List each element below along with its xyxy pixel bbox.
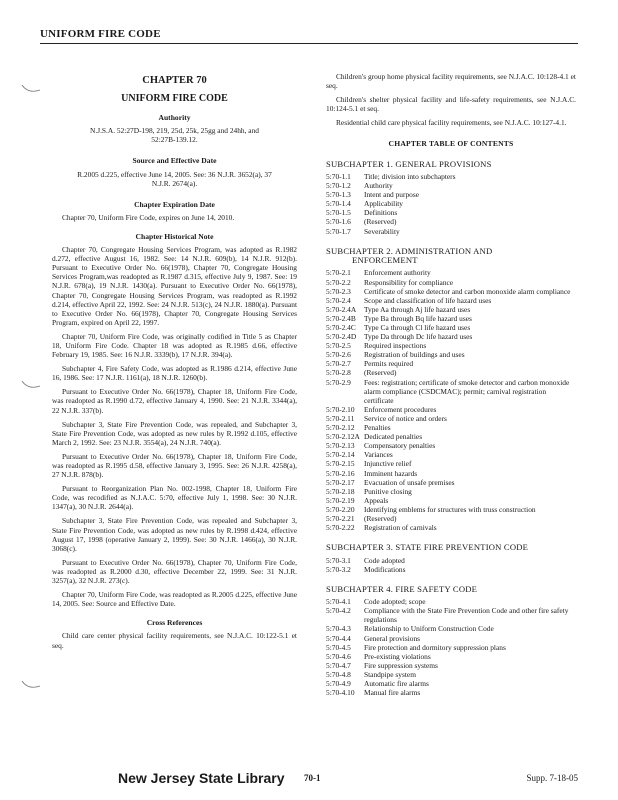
section-number: 5:70-1.7: [326, 226, 351, 236]
section-title: Evacuation of unsafe premises: [364, 477, 455, 487]
toc-entry: [326, 514, 576, 523]
history-paragraph: Pursuant to Reorganization Plan No. 002-1998, Chapter 18, Uniform Fire Code, was recodified as N.J.A.C. 5:70, effective July 1, 1998. See: 30 N.J.R. 1347(a), 30 N.J.R. 2644(a).: [52, 484, 297, 512]
page-footer: [40, 770, 578, 790]
history-heading: Chapter Historical Note: [135, 231, 214, 241]
toc-entry: [326, 217, 576, 226]
section-number: 5:70-3.1: [326, 555, 351, 565]
history-paragraph: Chapter 70, Uniform Fire Code, was readopted as R.2005 d.225, effective June 14, 2005. See: Source and Effective Date.: [52, 590, 297, 609]
toc-entry: [326, 688, 576, 697]
section-number: 5:70-4.9: [326, 679, 351, 688]
toc-entry: [326, 423, 576, 432]
crossref-item: Children's shelter physical facility and life-safety requirements, see N.J.A.C. 10:124-5.1 et seq.: [326, 95, 576, 114]
running-header: UNIFORM FIRE CODE: [40, 28, 578, 44]
section-title: Intent and purpose: [364, 190, 420, 200]
section-title: Appeals: [364, 495, 389, 505]
section-title: Penalties: [364, 423, 391, 433]
toc-entry: [326, 634, 576, 643]
toc-entry: [326, 199, 576, 208]
toc-entry: [326, 190, 576, 199]
subchapter-heading: [326, 543, 576, 552]
section-title: Fire suppression systems: [364, 660, 438, 670]
section-title: Modifications: [364, 564, 406, 574]
binding-mark-middle: [20, 378, 44, 392]
section-number: 5:70-2.10: [326, 404, 355, 414]
toc-entry: [326, 556, 576, 565]
toc-entry: [326, 661, 576, 670]
section-number: 5:70-4.3: [326, 624, 351, 634]
crossref-item: Children's group home physical facility requirements, see N.J.A.C. 10:128-4.1 et seq.: [326, 72, 576, 91]
history-paragraph: Chapter 70, Uniform Fire Code, was originally codified in Title 5 as Chapter 18, Uniform Fire Code. Chapter 18 was adopted as R.1985 d.66, effective February 19, 1985. See: 16 N.J.R. 3339(b), 17 N.J.R. 394(a).: [52, 331, 297, 360]
toc-entry: [326, 643, 576, 652]
section-number: 5:70-4.6: [326, 651, 351, 661]
toc-entry: [326, 441, 576, 450]
section-title: Compliance with the State Fire Prevention Code and other fire safety regulations: [364, 606, 569, 625]
section-number: 5:70-2.7: [326, 359, 351, 369]
section-title: Registration of carnivals: [364, 523, 437, 533]
section-title: Punitive closing: [364, 486, 412, 496]
section-number: 5:70-2.6: [326, 350, 351, 360]
toc-entry: [326, 606, 576, 624]
toc-entry: [326, 368, 576, 377]
section-number: 5:70-4.10: [326, 688, 355, 698]
toc-entry: [326, 305, 576, 314]
section-number: 5:70-2.3: [326, 286, 351, 296]
right-column: [326, 72, 576, 697]
section-title: (Reserved): [364, 217, 397, 227]
toc-entry: [326, 341, 576, 350]
toc-entry: [326, 278, 576, 287]
section-title: Type Aa through Aj life hazard uses: [364, 304, 471, 314]
subchapter-title: SUBCHAPTER 1. GENERAL PROVISIONS: [326, 158, 492, 169]
history-paragraph: Pursuant to Executive Order No. 66(1978), Chapter 70, Uniform Fire Code, was readopted as R.2000 d.30, effective December 22, 1999. See: 31 N.J.R. 3257(a), 32 N.J.R. 273(c).: [52, 557, 297, 586]
toc-entry: [326, 414, 576, 423]
history-paragraph: Subchapter 4, Fire Safety Code, was adopted as R.1986 d.214, effective June 16, 1986. See: 17 N.J.R. 1161(a), 18 N.J.R. 1260(b).: [52, 364, 297, 383]
section-number: 5:70-4.8: [326, 669, 351, 679]
section-number: 5:70-1.4: [326, 199, 351, 209]
toc-entry: [326, 268, 576, 277]
section-number: 5:70-3.2: [326, 564, 351, 574]
toc-entry: [326, 350, 576, 359]
section-title: Injunctive relief: [364, 459, 412, 469]
page-number: 70-1: [304, 773, 321, 783]
toc-entry: [326, 450, 576, 459]
toc-entry: [326, 523, 576, 532]
toc-entry: [326, 624, 576, 633]
section-title: Fire protection and dormitory suppression plans: [364, 642, 506, 652]
section-number: 5:70-2.14: [326, 450, 355, 460]
subchapter-heading: [326, 585, 576, 594]
toc-entry: [326, 314, 576, 323]
section-title: General provisions: [364, 633, 421, 643]
section-title: (Reserved): [364, 368, 397, 378]
history-paragraph: Subchapter 3, State Fire Prevention Code, was repealed, and Subchapter 3, State Fire Prevention Code, was adopted as new rules by R.1992 d.105, effective March 2, 1992. See: 23 N.J.R. 3554(a), 24 N.J.R. 740(a).: [52, 419, 297, 447]
toc-entry: [326, 208, 576, 217]
section-title: Responsibility for compliance: [364, 277, 454, 287]
history-paragraph: Pursuant to Executive Order No. 66(1978), Chapter 18, Uniform Fire Code, was readopted as R.1995 d.58, effective January 3, 1995. See: 26 N.J.R. 4258(a), 27 N.J.R. 878(b).: [52, 451, 297, 480]
source-heading: Source and Effective Date: [132, 156, 217, 166]
section-number: 5:70-2.4C: [326, 323, 356, 332]
toc-entry: [326, 172, 576, 181]
section-number: 5:70-2.18: [326, 486, 355, 496]
section-number: 5:70-2.4: [326, 295, 351, 305]
section-number: 5:70-2.2: [326, 277, 351, 287]
subchapter-heading: [326, 160, 576, 169]
table-of-contents: [326, 160, 576, 698]
section-number: 5:70-2.12: [326, 423, 355, 433]
binding-mark-bottom: [20, 678, 44, 692]
section-title: Scope and classification of life hazard uses: [364, 295, 492, 305]
subchapter-title: SUBCHAPTER 2. ADMINISTRATION AND: [326, 245, 493, 256]
toc-entry: [326, 597, 576, 606]
authority-heading: Authority: [158, 113, 191, 123]
section-number: 5:70-2.9: [326, 377, 351, 387]
section-number: 5:70-4.1: [326, 597, 351, 607]
section-number: 5:70-1.3: [326, 190, 351, 200]
section-title: Enforcement authority: [364, 268, 431, 278]
section-title: Required inspections: [364, 341, 427, 351]
section-number: 5:70-2.15: [326, 459, 355, 469]
subchapter-heading: [326, 247, 576, 266]
section-title: Standpipe system: [364, 669, 416, 679]
section-number: 5:70-2.19: [326, 495, 355, 505]
section-title: Automatic fire alarms: [364, 679, 429, 688]
section-title: Applicability: [364, 199, 403, 209]
subchapter-title: SUBCHAPTER 4. FIRE SAFETY CODE: [326, 583, 478, 594]
toc-entry: [326, 378, 576, 405]
section-number: 5:70-4.2: [326, 606, 351, 616]
toc-entry: [326, 565, 576, 574]
library-watermark: New Jersey State Library: [118, 770, 285, 786]
section-number: 5:70-2.17: [326, 477, 355, 487]
section-number: 5:70-2.4A: [326, 304, 357, 314]
crossref-item: Residential child care physical facility requirements, see N.J.A.C. 10:127-4.1.: [336, 118, 567, 128]
toc-title: CHAPTER TABLE OF CONTENTS: [388, 139, 514, 149]
section-number: 5:70-4.7: [326, 660, 351, 670]
section-number: 5:70-2.22: [326, 523, 355, 533]
section-title: Compensatory penalties: [364, 441, 436, 451]
section-number: 5:70-2.1: [326, 268, 351, 278]
toc-entry: [326, 459, 576, 468]
section-number: 5:70-2.4B: [326, 313, 356, 323]
toc-entry: [326, 652, 576, 661]
toc-entry: [326, 287, 576, 296]
section-number: 5:70-1.6: [326, 217, 351, 227]
section-number: 5:70-1.2: [326, 181, 351, 191]
section-number: 5:70-2.5: [326, 341, 351, 351]
left-column: [52, 72, 297, 655]
section-number: 5:70-2.11: [326, 413, 355, 423]
toc-entry: [326, 505, 576, 514]
section-title: Severability: [364, 226, 400, 236]
toc-entry: [326, 496, 576, 505]
authority-text: N.J.S.A. 52:27D-198, 219, 25d, 25k, 25gg and 24hh, and 52:27B-139.12.: [90, 126, 259, 145]
section-title: Relationship to Uniform Construction Code: [364, 624, 494, 634]
binding-mark-top: [20, 82, 44, 96]
section-title: Definitions: [364, 208, 398, 218]
toc-entry: [326, 181, 576, 190]
source-text: R.2005 d.225, effective June 14, 2005. See: 36 N.J.R. 3652(a), 37 N.J.R. 2674(a).: [77, 169, 272, 188]
section-title: Identifying emblems for structures with truss construction: [364, 504, 536, 514]
toc-entry: [326, 323, 576, 332]
toc-entry: [326, 227, 576, 236]
chapter-title: UNIFORM FIRE CODE: [121, 93, 228, 105]
history-paragraph: Subchapter 3, State Fire Prevention Code, was repealed and Subchapter 3, State Fire Prevention Code, was adopted as new rules by R.1998 d.424, effective August 17, 1998 (operative January 2, 1999). See: 30 N.J.R. 1466(a), 30 N.J.R. 3068(c).: [52, 516, 297, 553]
toc-entry: [326, 469, 576, 478]
section-title: Certificate of smoke detector and carbon monoxide alarm compliance: [364, 286, 571, 296]
toc-entry: [326, 296, 576, 305]
section-title: Authority: [364, 181, 393, 191]
section-number: 5:70-2.4D: [326, 332, 357, 342]
chapter-number: CHAPTER 70: [142, 75, 207, 86]
section-number: 5:70-2.20: [326, 504, 355, 514]
section-number: 5:70-2.8: [326, 368, 351, 378]
toc-entry: [326, 432, 576, 441]
section-number: 5:70-2.13: [326, 441, 355, 451]
section-title: Variances: [364, 450, 393, 460]
section-title: Type Ba through Bq life hazard uses: [364, 313, 472, 323]
toc-entry: [326, 679, 576, 688]
section-title: Permits required: [364, 359, 414, 369]
section-title: Manual fire alarms: [364, 688, 421, 698]
subchapter-title: SUBCHAPTER 3. STATE FIRE PREVENTION CODE: [326, 542, 529, 553]
history-paragraph: Chapter 70, Congregate Housing Services Program, was adopted as R.1982 d.272, effective August 16, 1982. See: 14 N.J.R. 609(b), 14 N.J.R. 912(b). Pursuant to Executive Order No. 66(1978), Chapter 70, Congregate Housing Services Program,was readopted as R.1987 d.315, effective July 9, 1987. See: 19 N.J.R. 678(a), 19 N.J.R. 1430(a). Pursuant to Executive Order No. 66(1978), Chapter 70, Congregate Housing Services Program, was readopted as R.1992 d.214, effective April 22, 1992. See: 24 N.J.R. 513(c), 24 N.J.R. 1880(a). Pursuant to Executive Order No. 66(1978), Chapter 70, Congregate Housing Services Program, expired on April 22, 1997.: [52, 245, 297, 327]
section-title: Title; division into subchapters: [364, 171, 456, 181]
history-paragraph: Pursuant to Executive Order No. 66(1978), Chapter 18, Uniform Fire Code, was readopted as R.1990 d.72, effective January 4, 1990. See: 21 N.J.R. 3344(a), 22 N.J.R. 337(b).: [52, 387, 297, 415]
section-title: Type Da through Dc life hazard uses: [364, 332, 473, 342]
section-number: 5:70-4.4: [326, 633, 351, 643]
section-title: Imminent hazards: [364, 468, 418, 478]
expiration-text: Chapter 70, Uniform Fire Code, expires on June 14, 2010.: [62, 212, 235, 222]
section-title: Fees: registration; certificate of smoke detector and carbon monoxide alarm compliance (CSDCMAC); permit; carnival registration certificate: [364, 377, 570, 405]
section-number: 5:70-2.12A: [326, 432, 360, 442]
section-number: 5:70-2.16: [326, 468, 355, 478]
toc-entry: [326, 332, 576, 341]
toc-entry: [326, 478, 576, 487]
section-number: 5:70-1.5: [326, 208, 351, 218]
section-title: Dedicated penalties: [364, 432, 423, 442]
section-number: 5:70-4.5: [326, 642, 351, 652]
supplement-date: Supp. 7-18-05: [526, 773, 578, 783]
section-title: Pre-existing violations: [364, 651, 431, 661]
section-title: (Reserved): [364, 513, 397, 523]
subchapter-title-continued: ENFORCEMENT: [352, 255, 418, 266]
section-title: Enforcement procedures: [364, 404, 437, 414]
section-title: Type Ca through Cl life hazard uses: [364, 323, 471, 332]
expiration-heading: Chapter Expiration Date: [134, 199, 215, 209]
crossref-text: Child care center physical facility requirements, see N.J.A.C. 10:122-5.1 et seq.: [52, 631, 297, 650]
section-title: Registration of buildings and uses: [364, 350, 465, 360]
section-title: Service of notice and orders: [364, 413, 447, 423]
section-number: 5:70-2.21: [326, 513, 355, 523]
crossref-heading: Cross References: [146, 618, 203, 628]
toc-entry: [326, 487, 576, 496]
toc-entry: [326, 405, 576, 414]
section-title: Code adopted; scope: [364, 597, 426, 607]
section-number: 5:70-1.1: [326, 171, 351, 181]
toc-entry: [326, 670, 576, 679]
section-title: Code adopted: [364, 555, 405, 565]
toc-entry: [326, 359, 576, 368]
